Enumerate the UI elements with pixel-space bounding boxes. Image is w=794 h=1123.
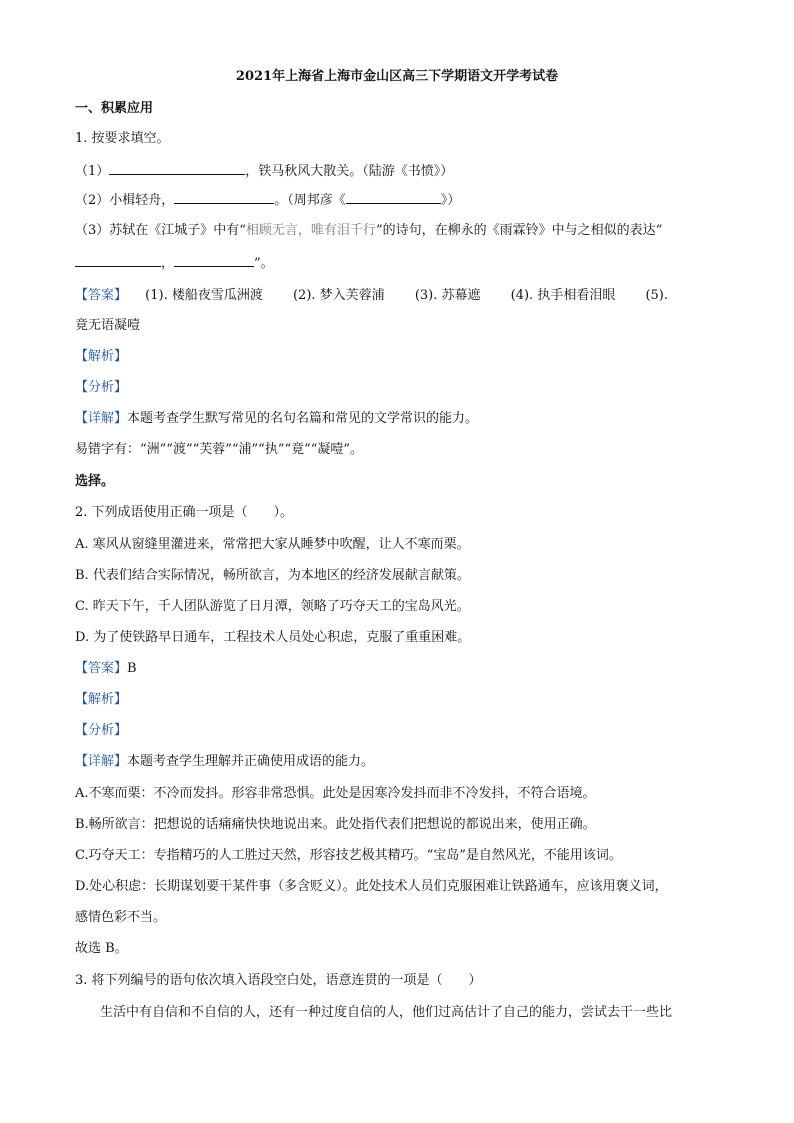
q1-jiexi-tag: 【解析】 — [75, 349, 128, 364]
answer-item: (5). — [645, 288, 669, 303]
answer-item: (2). 梦入芙蓉浦 — [292, 288, 385, 303]
q2-jiexi-tag: 【解析】 — [75, 692, 128, 707]
q1-line-1 — [75, 162, 453, 181]
xiangjie-tag: 【详解】 — [75, 754, 128, 769]
q2-option-d: D. 为了使铁路早日通车，工程技术人员处心积虑，克服了重重困难。 — [75, 630, 471, 645]
q1-answer-line — [75, 287, 668, 305]
q1-errors: 易错字有：“洲”“渡”“芙蓉”“浦”“执”“竟”“凝噎”。 — [75, 442, 364, 457]
q1-line-3-quote: 相顾无言，唯有泪千行 — [245, 223, 376, 238]
fill-blank — [174, 254, 254, 267]
q1-line-4-end: ”。 — [254, 256, 274, 271]
fill-blank — [174, 191, 274, 204]
answer-tag: 【答案】 — [75, 661, 128, 676]
q2-option-a: A. 寒风从窗缝里灌进来，常常把大家从睡梦中吹醒，让人不寒而栗。 — [75, 537, 470, 552]
q3-stem: 3. 将下列编号的语句依次填入语段空白处，语意连贯的一项是（ ） — [75, 973, 482, 988]
q1-line-1-post: ，铁马秋风大散关。（陆游《书愤》） — [245, 164, 454, 179]
answer-item: (3). 苏幕遮 — [414, 288, 481, 303]
q1-line-2-post: 》） — [440, 193, 461, 208]
q1-line-2-pre: （2）小楫轻舟， — [75, 193, 175, 208]
q1-line-3 — [75, 222, 662, 240]
q2-xiangjie — [75, 753, 374, 771]
answer-item: (1). 楼船夜雪瓜洲渡 — [145, 288, 263, 303]
page-title: 2021年上海省上海市金山区高三下学期语文开学考试卷 — [235, 69, 559, 84]
q1-answer-cont: 竟无语凝噎 — [75, 318, 141, 333]
q1-fenxi-tag: 【分析】 — [75, 380, 128, 395]
q2-explain-b: B.畅所欲言：把想说的话痛痛快快地说出来。此处指代表们把想说的都说出来，使用正确。 — [75, 817, 596, 832]
q2-option-b: B. 代表们结合实际情况，畅所欲言，为本地区的经济发展献言献策。 — [75, 568, 470, 583]
q1-line-3-b: ”的诗句，在柳永的《雨霖铃》中与之相似的表达“ — [375, 223, 663, 238]
q1-stem: 1. 按要求填空。 — [75, 131, 170, 146]
q1-line-2-mid: 。（周邦彦《 — [274, 193, 346, 208]
section-heading-2: 选择。 — [75, 474, 115, 489]
q2-fenxi-tag: 【分析】 — [75, 723, 128, 738]
xiangjie-text: 本题考查学生理解并正确使用成语的能力。 — [127, 754, 375, 769]
q2-conclusion: 故选 B。 — [75, 941, 128, 956]
q2-explain-d-cont: 感情色彩不当。 — [75, 910, 167, 925]
q2-answer-line — [75, 660, 137, 678]
q1-line-3-a: （3）苏轼在《江城子》中有“ — [75, 223, 246, 238]
xiangjie-tag: 【详解】 — [75, 411, 128, 426]
q2-answer-value: B — [127, 661, 137, 676]
fill-blank — [109, 162, 245, 175]
fill-blank — [75, 254, 161, 267]
q1-line-4 — [75, 254, 274, 273]
q2-explain-d: D.处心积虑：长期谋划要干某件事（多含贬义）。此处技术人员们克服困难让铁路通车，应该用褒义词， — [75, 879, 668, 894]
q2-option-c: C. 昨天下午，千人团队游览了日月潭，领略了巧夺天工的宝岛风光。 — [75, 599, 470, 614]
q1-line-1-pre: （1） — [75, 164, 110, 179]
fill-blank — [346, 191, 441, 204]
answer-item: (4). 执手相看泪眼 — [510, 288, 616, 303]
answer-tag: 【答案】 — [75, 288, 128, 303]
q2-explain-a: A.不寒而栗：不冷而发抖。形容非常恐惧。此处是因寒冷发抖而非不冷发抖，不符合语境。 — [75, 786, 596, 801]
q1-line-4-sep: ， — [161, 256, 175, 271]
q1-line-2 — [75, 191, 460, 210]
q3-passage: 生活中有自信和不自信的人，还有一种过度自信的人，他们过高估计了自己的能力，尝试去干一些比 — [100, 1005, 673, 1020]
q1-xiangjie — [75, 410, 478, 428]
section-heading-1: 一、积累应用 — [75, 101, 154, 116]
xiangjie-text: 本题考查学生默写常见的名句名篇和常见的文学常识的能力。 — [127, 411, 479, 426]
q2-explain-c: C.巧夺天工：专指精巧的人工胜过天然，形容技艺极其精巧。“宝岛”是自然风光，不能用该词。 — [75, 848, 622, 863]
q2-stem: 2. 下列成语使用正确一项是（ ）。 — [75, 505, 294, 520]
